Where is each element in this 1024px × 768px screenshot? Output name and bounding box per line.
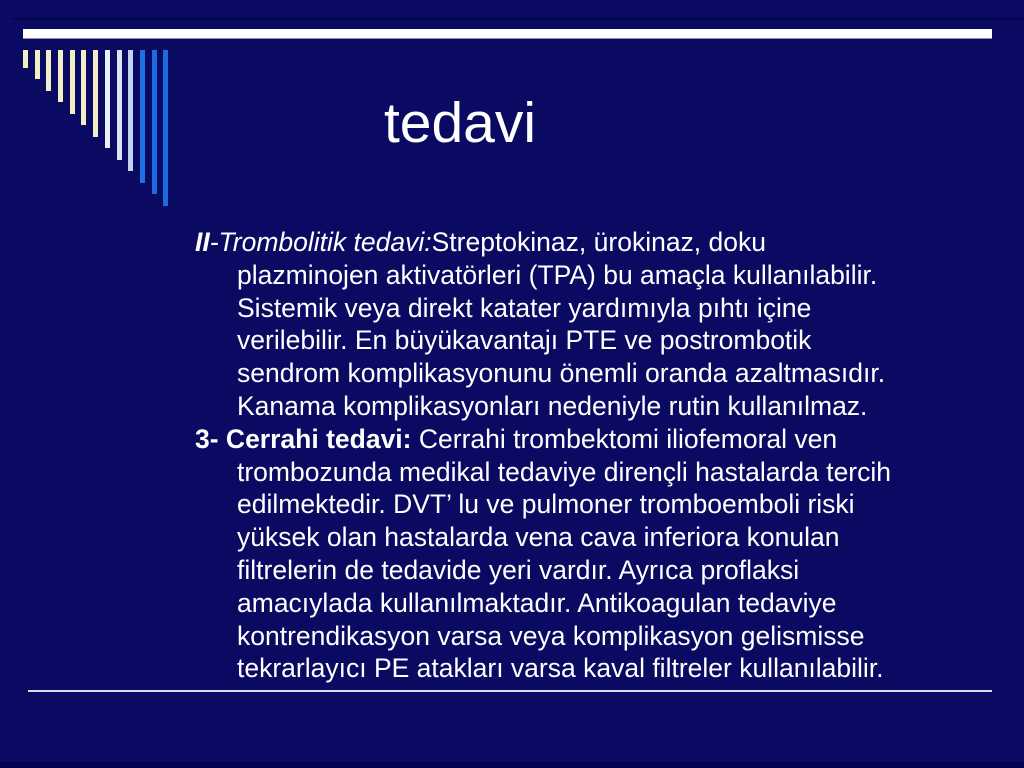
body-line — [195, 357, 995, 390]
body-line — [195, 521, 995, 554]
decor-bar — [46, 50, 51, 91]
body-line — [195, 620, 995, 653]
text-run: edilmektedir. DVT’ lu ve pulmoner tromboemboli riski — [237, 489, 855, 520]
decor-bar — [23, 50, 28, 68]
decor-bar — [35, 50, 40, 79]
text-run: 3- Cerrahi tedavi: — [195, 423, 412, 454]
body-line — [195, 226, 995, 259]
text-run: trombozunda medikal tedaviye dirençli hastalarda tercih — [237, 456, 892, 487]
bottom-edge — [0, 762, 1024, 768]
text-run: kontrendikasyon varsa veya komplikasyon gelismisse — [237, 620, 865, 651]
text-run: plazminojen aktivatörleri (TPA) bu amaçla kullanılabilir. — [237, 259, 878, 290]
body-line — [195, 554, 995, 587]
text-run: verilebilir. En büyükavantajı PTE ve postrombotik — [237, 325, 812, 356]
text-run: filtrelerin de tedavide yeri vardır. Ayrıca proflaksi — [237, 554, 800, 585]
text-run: -Trombolitik tedavi: — [209, 227, 432, 257]
body-line — [195, 259, 995, 292]
top-accent-bar — [23, 29, 992, 39]
text-run: Sistemik veya direkt katater yardımıyla pıhtı içine — [237, 292, 812, 323]
text-run: Kanama komplikasyonları nedeniyle rutin kullanılmaz. — [237, 390, 868, 421]
text-run: Streptokinaz, ürokinaz, doku — [431, 227, 766, 257]
text-run: II — [195, 227, 210, 257]
body-text — [195, 226, 995, 685]
paragraph — [195, 226, 995, 423]
body-line — [195, 390, 995, 423]
text-run: amacıylada kullanılmaktadır. Antikoagulan tedaviye — [237, 587, 837, 618]
text-run: Cerrahi trombektomi iliofemoral ven — [411, 423, 838, 454]
body-line — [195, 652, 995, 685]
body-line — [195, 488, 995, 521]
body-line — [195, 423, 995, 456]
body-line — [195, 456, 995, 489]
body-line — [195, 587, 995, 620]
top-shade-line — [12, 18, 1024, 20]
body-line — [195, 292, 995, 325]
body-line — [195, 324, 995, 357]
text-run: tekrarlayıcı PE atakları varsa kaval filtreler kullanılabilir. — [237, 653, 884, 684]
text-run: sendrom komplikasyonunu önemli oranda azaltmasıdır. — [237, 358, 886, 389]
paragraph — [195, 423, 995, 685]
text-run: yüksek olan hastalarda vena cava inferiora konulan — [237, 522, 840, 553]
divider-line — [28, 690, 992, 692]
slide-title: tedavi — [383, 91, 537, 155]
